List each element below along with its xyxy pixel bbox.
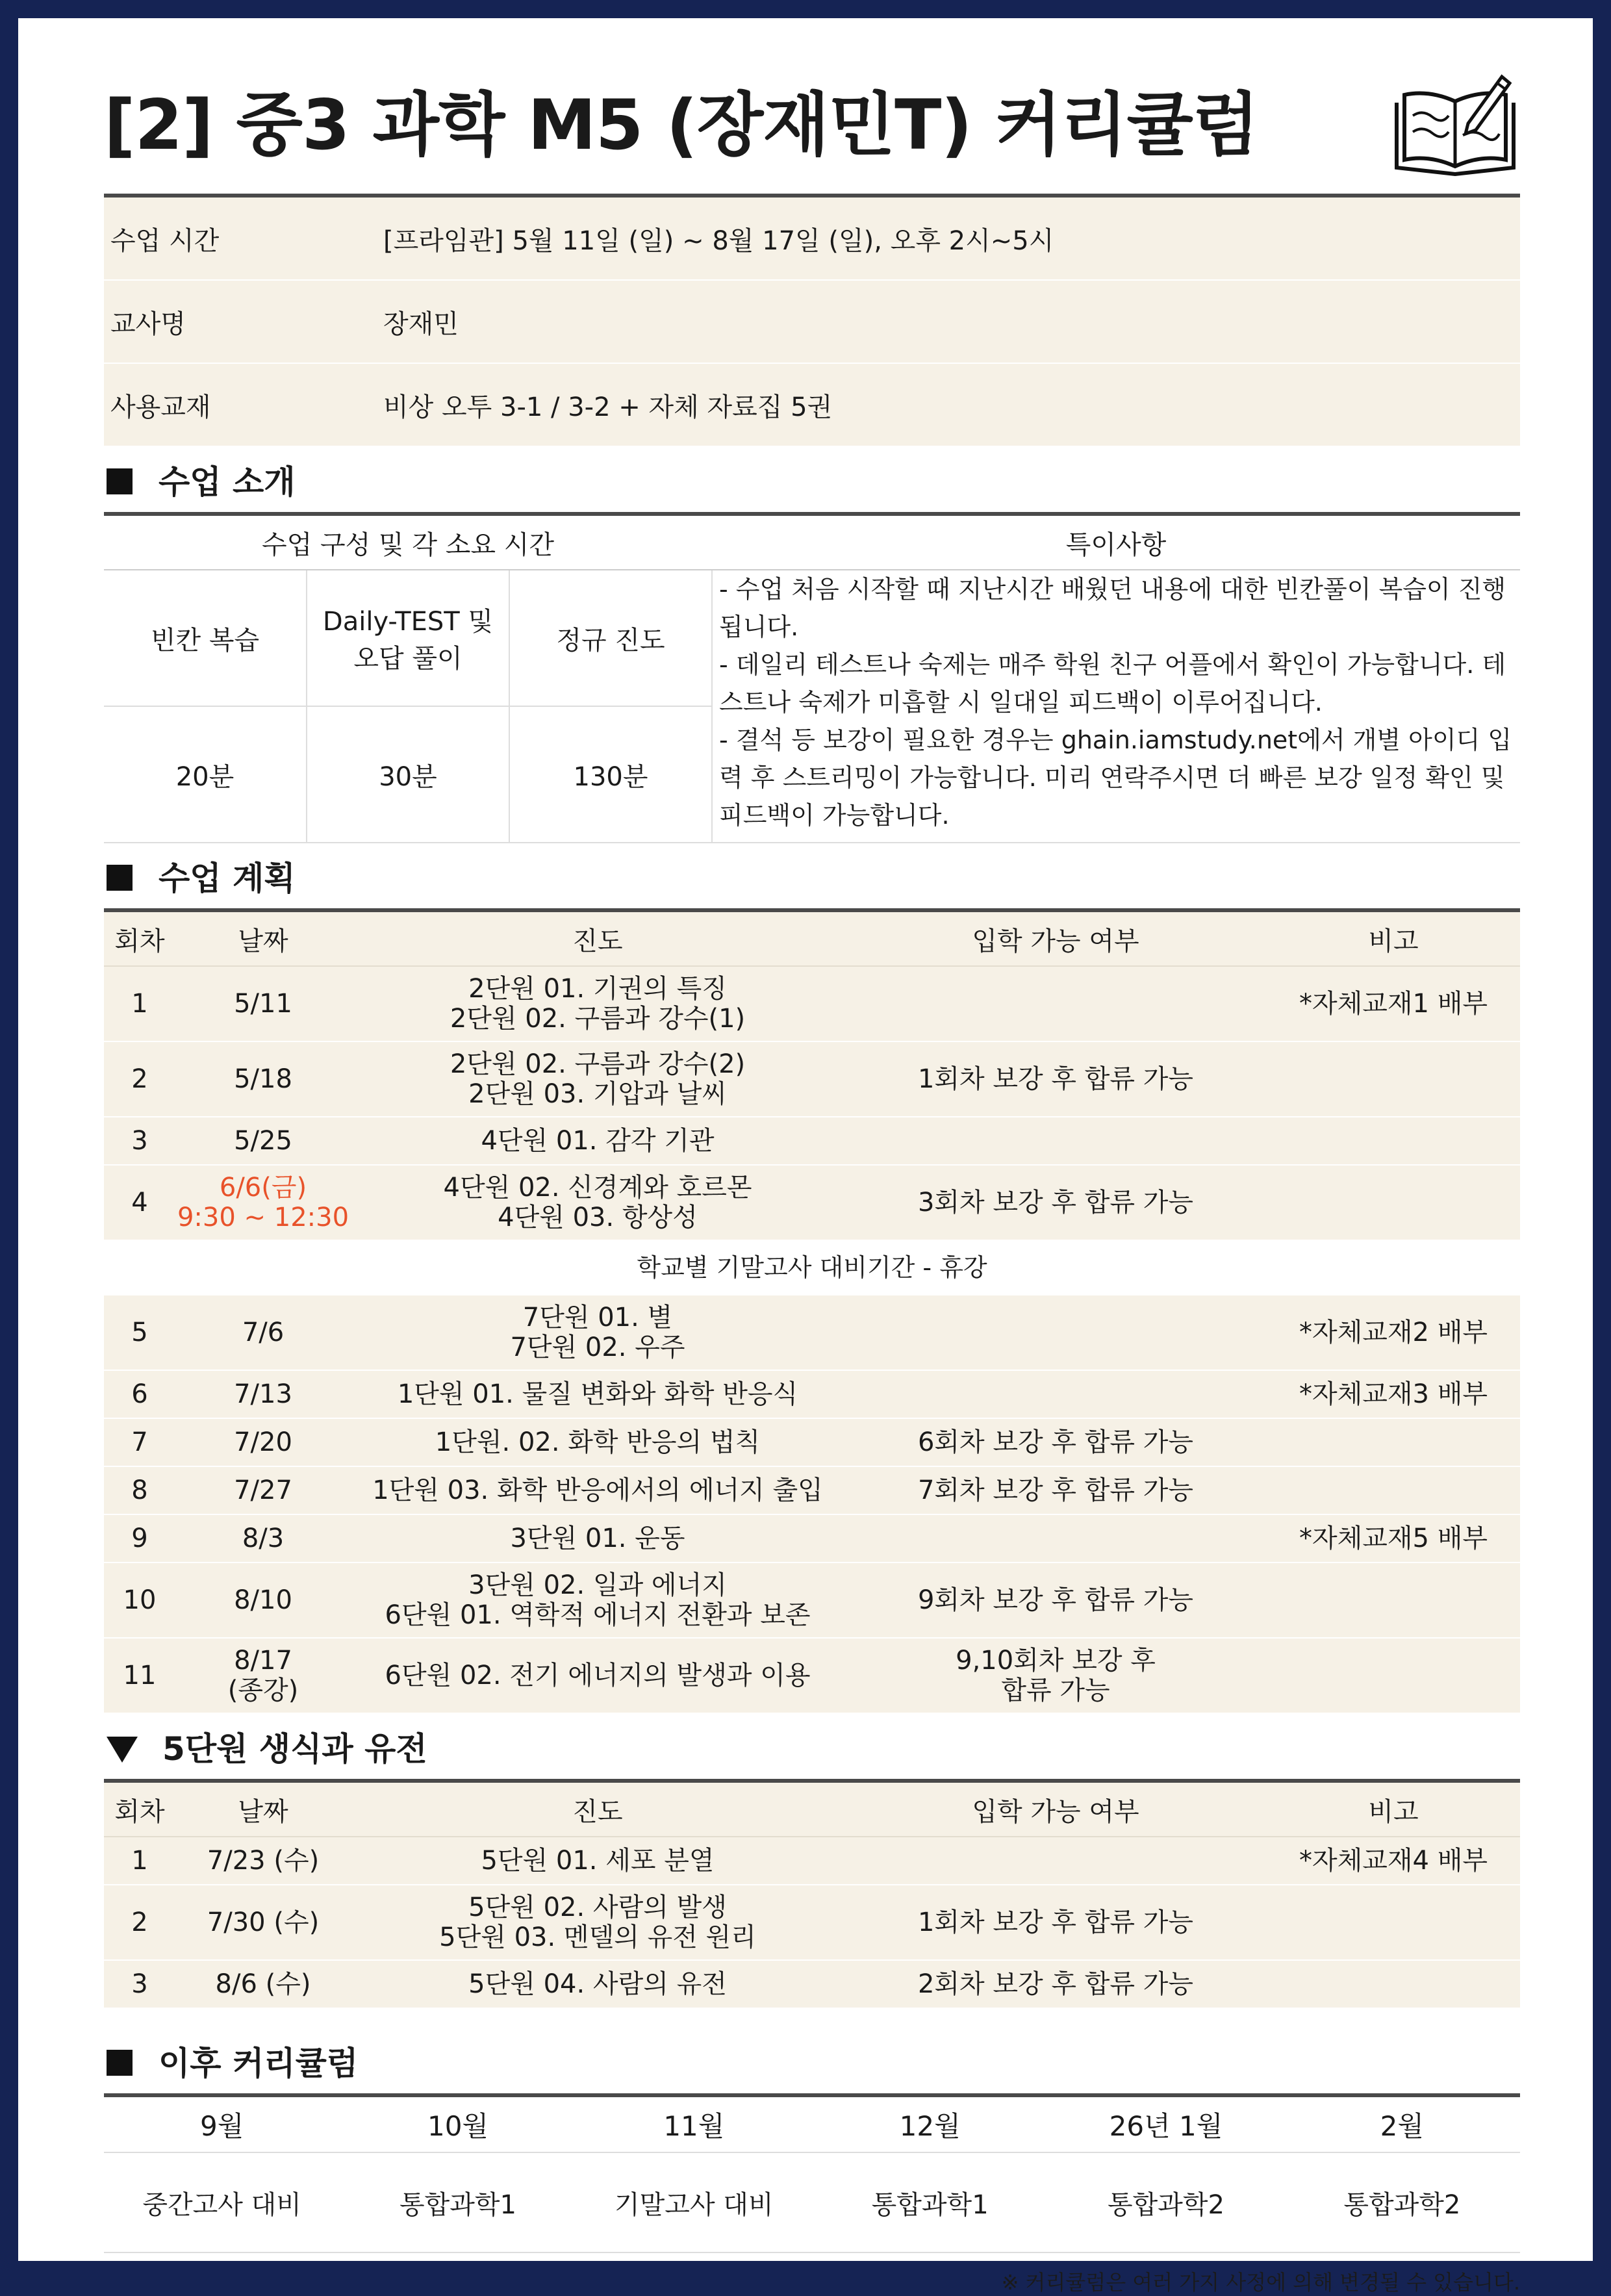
plan-no [104,1295,175,1370]
unit5-no-line: 2 [131,1907,148,1937]
plan-entry-line: 9회차 보강 후 합류 가능 [917,1585,1194,1615]
after-item: 통합과학2 [1048,2152,1284,2252]
unit5-note [1267,1885,1520,1960]
unit5-entry-line: 2회차 보강 후 합류 가능 [917,1969,1194,1999]
plan-topic-line: 7단원 02. 우주 [510,1333,685,1362]
unit5-entry-line: 1회차 보강 후 합류 가능 [917,1907,1194,1937]
plan-topic [351,1563,844,1638]
plan-topic-line: 4단원 03. 항상성 [498,1203,698,1232]
square-bullet-icon [107,468,133,494]
unit5-date-line: 8/6 (수) [215,1969,311,1999]
unit5-no [104,1837,175,1885]
plan-date-line: 7/20 [234,1427,292,1457]
plan-no-line: 1 [131,989,148,1019]
plan-topic [351,1041,844,1117]
unit5-header: 회차 [104,1783,175,1837]
plan-no [104,1563,175,1638]
plan-no-line: 8 [131,1475,148,1505]
plan-topic-line: 3단원 01. 운동 [510,1524,685,1553]
plan-no [104,1638,175,1713]
intro-part: 빈칸 복습 [104,570,307,706]
intro-time: 20분 [104,706,307,843]
intro-time: 130분 [509,706,712,843]
plan-note [1267,1514,1520,1563]
plan-topic-line: 6단원 01. 역학적 에너지 전환과 보존 [385,1600,811,1630]
info-value: 비상 오투 3-1 / 3-2 + 자체 자료집 5권 [377,363,1520,446]
after-month: 12월 [812,2097,1048,2152]
plan-topic-line: 2단원 02. 구름과 강수(1) [450,1004,746,1034]
after-item: 기말고사 대비 [576,2152,812,2252]
plan-entry-line: 1회차 보강 후 합류 가능 [917,1064,1194,1094]
intro-note: - 데일리 테스트나 숙제는 매주 학원 친구 어플에서 확인이 가능합니다. 테스트나 숙제가 미흡할 시 일대일 피드백이 이루어집니다. [719,650,1506,717]
plan-header: 회차 [104,912,175,966]
unit5-topic [351,1837,844,1885]
unit5-header: 입학 가능 여부 [844,1783,1267,1837]
unit5-topic [351,1885,844,1960]
plan-date [175,1638,351,1713]
plan-date [175,1117,351,1165]
plan-date [175,1563,351,1638]
unit5-table [104,1783,1520,2009]
after-month: 9월 [104,2097,340,2152]
info-key: 교사명 [104,280,377,363]
after-month: 11월 [576,2097,812,2152]
plan-no [104,1370,175,1418]
plan-date-line: 5/18 [234,1064,292,1094]
plan-topic-line: 2단원 03. 기압과 날씨 [468,1079,727,1109]
plan-note [1267,1638,1520,1713]
plan-header: 진도 [351,912,844,966]
intro-time: 30분 [307,706,509,843]
plan-topic-line: 3단원 02. 일과 에너지 [468,1570,727,1600]
plan-date [175,1514,351,1563]
plan-topic [351,966,844,1041]
plan-topic [351,1165,844,1240]
unit5-date-line: 7/23 (수) [207,1846,320,1876]
title-row [104,51,1520,194]
table-row [104,1466,1520,1514]
plan-no-line: 4 [131,1188,148,1218]
plan-entry [844,1295,1267,1370]
triangle-down-icon [107,1737,138,1763]
open-book-pen-icon [1390,64,1520,181]
plan-date-line: 7/27 [234,1475,292,1505]
plan-no-line: 10 [123,1585,157,1615]
table-row [104,1418,1520,1466]
plan-topic-line: 2단원 02. 구름과 강수(2) [450,1049,746,1079]
after-item: 통합과학1 [340,2152,576,2252]
table-row [104,1837,1520,1885]
plan-entry [844,1370,1267,1418]
table-row [104,1563,1520,1638]
after-heading [104,2028,1520,2093]
page [18,18,1593,2295]
unit5-topic-line: 5단원 01. 세포 분열 [481,1846,715,1876]
table-row [104,1041,1520,1117]
plan-date-line: 8/3 [242,1524,285,1553]
plan-no-line: 9 [131,1524,148,1553]
plan-entry-line: 합류 가능 [1001,1676,1110,1705]
info-value: [프라임관] 5월 11일 (일) ~ 8월 17일 (일), 오후 2시~5시 [377,198,1520,280]
unit5-entry [844,1885,1267,1960]
plan-topic [351,1295,844,1370]
plan-no-line: 7 [131,1427,148,1457]
unit5-no [104,1885,175,1960]
after-month: 26년 1월 [1048,2097,1284,2152]
plan-note [1267,1418,1520,1466]
info-table [104,198,1520,447]
after-heading-text: 이후 커리큘럼 [159,2045,359,2082]
plan-topic [351,1117,844,1165]
plan-note [1267,1117,1520,1165]
unit5-no [104,1960,175,2008]
unit5-note [1267,1960,1520,2008]
unit5-no-line: 1 [131,1846,148,1876]
plan-topic [351,1418,844,1466]
intro-part: 정규 진도 [509,570,712,706]
info-value: 장재민 [377,280,1520,363]
plan-header: 비고 [1267,912,1520,966]
after-item: 중간고사 대비 [104,2152,340,2252]
after-table [104,2097,1520,2253]
table-row [104,1960,1520,2008]
plan-entry-line: 7회차 보강 후 합류 가능 [917,1475,1194,1505]
plan-date-line: 8/17 [234,1646,292,1676]
plan-note [1267,966,1520,1041]
plan-topic-line: 1단원 01. 물질 변화와 화학 반응식 [397,1379,798,1409]
plan-note [1267,1466,1520,1514]
plan-note [1267,1165,1520,1240]
unit5-header: 비고 [1267,1783,1520,1837]
plan-entry [844,1117,1267,1165]
unit5-topic-line: 5단원 04. 사람의 유전 [468,1969,727,1999]
plan-header: 입학 가능 여부 [844,912,1267,966]
plan-topic [351,1370,844,1418]
info-row [104,363,1520,446]
plan-no [104,1466,175,1514]
info-row [104,198,1520,280]
plan-note [1267,1041,1520,1117]
table-row [104,1295,1520,1370]
unit5-topic-line: 5단원 03. 멘델의 유전 원리 [439,1922,756,1952]
plan-table [104,912,1520,1714]
plan-date-line: 9:30 ~ 12:30 [177,1203,349,1232]
unit5-no-line: 3 [131,1969,148,1999]
intro-table [104,516,1520,843]
unit5-date [175,1960,351,2008]
footnote: ※ 커리큘럼은 여러 가지 사정에 의해 변경될 수 있습니다. [1001,2270,1520,2295]
info-key: 사용교재 [104,363,377,446]
plan-entry-line: 9,10회차 보강 후 [956,1646,1156,1676]
unit5-heading [104,1714,1520,1779]
plan-entry-line: 6회차 보강 후 합류 가능 [917,1427,1194,1457]
plan-header: 날짜 [175,912,351,966]
plan-no-line: 2 [131,1064,148,1094]
plan-entry [844,1638,1267,1713]
info-row [104,280,1520,363]
plan-date [175,1295,351,1370]
unit5-note-line: *자체교재4 배부 [1299,1846,1488,1876]
table-row [104,1514,1520,1563]
plan-no [104,1418,175,1466]
plan-date [175,1466,351,1514]
plan-date-line: 6/6(금) [219,1173,307,1203]
plan-date [175,966,351,1041]
intro-col-right: 특이사항 [712,516,1520,570]
content [104,51,1520,2296]
plan-note [1267,1563,1520,1638]
plan-topic-line: 4단원 01. 감각 기관 [481,1126,715,1156]
plan-no [104,1514,175,1563]
unit5-entry [844,1960,1267,2008]
plan-date [175,1165,351,1240]
plan-break-row: 학교별 기말고사 대비기간 - 휴강 [104,1240,1520,1295]
plan-note [1267,1370,1520,1418]
plan-topic [351,1514,844,1563]
unit5-date [175,1885,351,1960]
intro-heading [104,447,1520,512]
plan-date-line: (종강) [227,1676,299,1705]
plan-no-line: 5 [131,1318,148,1347]
unit5-date-line: 7/30 (수) [207,1907,320,1937]
intro-part: Daily-TEST 및 오답 풀이 [307,570,509,706]
table-row [104,966,1520,1041]
plan-entry-line: 3회차 보강 후 합류 가능 [917,1188,1194,1218]
after-item: 통합과학2 [1284,2152,1520,2252]
plan-entry [844,1514,1267,1563]
plan-topic-line: 1단원 03. 화학 반응에서의 에너지 출입 [372,1475,823,1505]
plan-date [175,1041,351,1117]
intro-note: - 결석 등 보강이 필요한 경우는 ghain.iamstudy.net에서 개별 아이디 입력 후 스트리밍이 가능합니다. 미리 연락주시면 더 빠른 보강 일정 확인 및 피드백이 가능합니다. [719,726,1512,830]
after-month: 10월 [340,2097,576,2152]
plan-note [1267,1295,1520,1370]
plan-topic-line: 2단원 01. 기권의 특징 [468,974,727,1004]
plan-date [175,1370,351,1418]
plan-topic-line: 4단원 02. 신경계와 호르몬 [443,1173,752,1203]
plan-note-line: *자체교재1 배부 [1299,989,1488,1019]
plan-date-line: 7/13 [234,1379,292,1409]
plan-entry [844,1418,1267,1466]
plan-entry [844,1563,1267,1638]
after-item: 통합과학1 [812,2152,1048,2252]
plan-no-line: 11 [123,1661,157,1690]
intro-note: - 수업 처음 시작할 때 지난시간 배웠던 내용에 대한 빈칸풀이 복습이 진행됩니다. [719,575,1506,641]
plan-topic-line: 6단원 02. 전기 에너지의 발생과 이용 [385,1661,811,1690]
square-bullet-icon [107,2050,133,2076]
plan-heading-text: 수업 계획 [159,860,296,897]
plan-entry [844,1466,1267,1514]
plan-note-line: *자체교재5 배부 [1299,1524,1488,1553]
plan-heading [104,843,1520,908]
table-row [104,1117,1520,1165]
plan-topic-line: 7단원 01. 별 [522,1303,673,1333]
unit5-note [1267,1837,1520,1885]
table-row [104,1885,1520,1960]
unit5-entry [844,1837,1267,1885]
plan-entry [844,1165,1267,1240]
info-key: 수업 시간 [104,198,377,280]
unit5-topic-line: 5단원 02. 사람의 발생 [468,1893,727,1922]
plan-no [104,966,175,1041]
plan-date-line: 5/25 [234,1126,292,1156]
plan-date-line: 5/11 [234,989,292,1019]
plan-no-line: 3 [131,1126,148,1156]
plan-note-line: *자체교재3 배부 [1299,1379,1488,1409]
plan-no [104,1117,175,1165]
plan-date [175,1418,351,1466]
plan-date-line: 8/10 [234,1585,292,1615]
plan-topic-line: 1단원. 02. 화학 반응의 법칙 [435,1427,761,1457]
table-row [104,1240,1520,1295]
unit5-date [175,1837,351,1885]
plan-entry [844,966,1267,1041]
unit5-heading-text: 5단원 생식과 유전 [162,1730,427,1768]
unit5-topic [351,1960,844,2008]
plan-entry [844,1041,1267,1117]
intro-col-left: 수업 구성 및 각 소요 시간 [104,516,712,570]
table-row [104,1370,1520,1418]
unit5-header: 날짜 [175,1783,351,1837]
plan-note-line: *자체교재2 배부 [1299,1318,1488,1347]
table-row [104,1638,1520,1713]
table-row [104,1165,1520,1240]
plan-topic [351,1638,844,1713]
intro-heading-text: 수업 소개 [159,463,296,501]
unit5-header: 진도 [351,1783,844,1837]
plan-no-line: 6 [131,1379,148,1409]
after-month: 2월 [1284,2097,1520,2152]
intro-notes [712,570,1520,843]
square-bullet-icon [107,865,133,891]
plan-no [104,1041,175,1117]
page-title: [2] 중3 과학 M5 (장재민T) 커리큘럼 [104,85,1259,165]
plan-topic [351,1466,844,1514]
plan-date-line: 7/6 [242,1318,285,1347]
plan-no [104,1165,175,1240]
